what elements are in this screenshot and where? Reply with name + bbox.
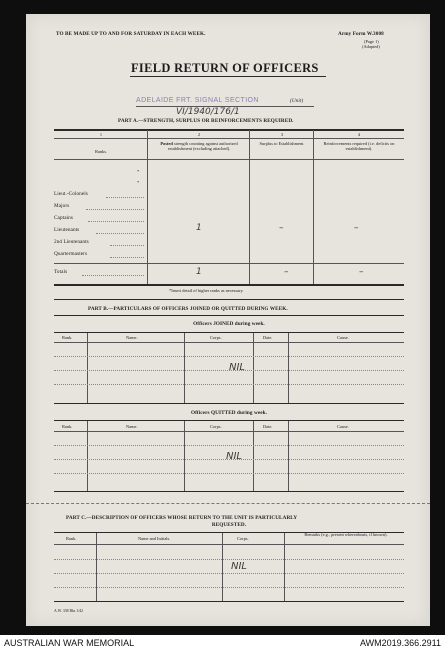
part-a-footnote: *Insert detail of higher ranks as necessary.: [169, 288, 244, 293]
joined-header-rule: [54, 342, 404, 343]
joined-col-name: Name.: [126, 335, 138, 340]
col-number-2: 2: [197, 132, 201, 137]
col-header-ranks: Ranks.: [94, 149, 108, 154]
quitted-col-corps: Corps.: [210, 424, 222, 429]
joined-col-corps: Corps.: [210, 335, 222, 340]
quitted-title: Officers QUITTED during week.: [190, 410, 268, 416]
totals-rule: [54, 263, 404, 264]
footer-accession-number: AWM2019.366.2911: [359, 638, 441, 648]
part-c-heading-line2: REQUESTED.: [211, 522, 247, 528]
quitted-col-name: Name.: [126, 424, 138, 429]
part-c-col-corps: Corps.: [237, 536, 249, 541]
lieutenants-surplus: –: [279, 223, 284, 233]
part-c-row-rule: [54, 573, 404, 574]
print-code: A.W. 338 Bks 1/42: [54, 609, 84, 613]
unit-label: (Unit): [290, 98, 304, 104]
dot-leader: [88, 221, 144, 222]
rank-lieutenants: Lieutenants: [54, 227, 80, 233]
quitted-col-sep: [87, 421, 88, 491]
joined-row-rule: [54, 384, 404, 385]
joined-col-sep: [253, 333, 254, 403]
part-a-top-rule: [54, 129, 404, 131]
part-c-row-rule: [54, 587, 404, 588]
dot-leader: [110, 257, 144, 258]
rank-majors: Majors: [54, 203, 70, 209]
joined-col-cause: Cause.: [337, 335, 349, 340]
col-number-rule: [54, 138, 404, 139]
handwritten-date: VI/1940/176/1: [176, 107, 240, 117]
dot-leader: [82, 275, 144, 276]
joined-col-rank: Rank.: [62, 335, 73, 340]
title-underline: [130, 76, 326, 77]
quitted-col-date: Date.: [263, 424, 273, 429]
part-c-heading-line1: PART C.—DESCRIPTION OF OFFICERS WHOSE RETURN TO THE UNIT IS PARTICULARLY: [66, 515, 298, 521]
col-number-3: 3: [280, 132, 284, 137]
quitted-nil: NIL: [226, 451, 243, 462]
part-b-heading: PART B.—PARTICULARS OF OFFICERS JOINED OR QUITTED DURING WEEK.: [88, 306, 288, 312]
joined-col-sep: [184, 333, 185, 403]
part-c-col-sep: [284, 533, 285, 601]
col-header-rule: [54, 159, 404, 160]
part-a-bottom-rule: [54, 284, 404, 286]
joined-nil: NIL: [229, 362, 246, 373]
quitted-col-rank: Rank.: [62, 424, 73, 429]
col-number-1: 1: [99, 132, 103, 137]
totals-posted: 1: [196, 267, 202, 277]
lieutenants-posted: 1: [196, 223, 202, 233]
part-c-col-name: Name and Initials.: [138, 536, 171, 541]
part-c-bottom-rule: [54, 601, 404, 602]
joined-title-rule: [54, 332, 404, 333]
form-instruction: TO BE MADE UP TO AND FOR SATURDAY IN EACH WEEK.: [56, 31, 206, 37]
col-header-surplus: Surplus to Establishment.: [259, 141, 305, 146]
part-a-heading: PART A.—STRENGTH, SURPLUS OR REINFORCEMENTS REQUIRED.: [118, 118, 294, 124]
rank-2nd-lieutenants: 2nd Lieutenants: [54, 239, 89, 245]
quitted-col-sep: [253, 421, 254, 491]
joined-col-sep: [288, 333, 289, 403]
col-number-4: 4: [357, 132, 361, 137]
part-c-col-rank: Rank.: [66, 536, 77, 541]
part-b-top-rule: [54, 299, 404, 300]
part-b-heading-rule: [54, 315, 404, 316]
form-name: Army Form W.3008: [338, 31, 384, 37]
dot-leader: [110, 245, 144, 246]
quitted-row-rule: [54, 473, 404, 474]
col-header-reinforcements: Reinforcements required (i.e. deficits on establishment).: [323, 141, 395, 152]
quitted-col-sep: [288, 421, 289, 491]
quitted-col-cause: Cause.: [337, 424, 349, 429]
quitted-header-rule: [54, 431, 404, 432]
part-c-header-rule: [54, 544, 404, 545]
dot-leader: [86, 209, 144, 210]
rank-lieut-colonels: Lieut.-Colonels: [54, 191, 88, 197]
totals-surplus: –: [284, 267, 289, 277]
quitted-bottom-rule: [54, 491, 404, 492]
asterisk-1: *: [137, 169, 140, 174]
part-a-col-sep-2: [249, 130, 250, 284]
lieutenants-reinforcements: –: [354, 223, 359, 233]
totals-reinforcements: –: [359, 267, 364, 277]
joined-bottom-rule: [54, 403, 404, 404]
form-title: FIELD RETURN OF OFFICERS: [131, 61, 319, 75]
quitted-title-rule: [54, 420, 404, 421]
part-a-col-sep-3: [313, 130, 314, 284]
joined-col-sep: [87, 333, 88, 403]
joined-title: Officers JOINED during week.: [193, 321, 265, 327]
footer-institution: AUSTRALIAN WAR MEMORIAL: [4, 638, 135, 648]
joined-row-rule: [54, 356, 404, 357]
part-c-nil: NIL: [231, 561, 248, 572]
perforation-line: [26, 503, 430, 504]
rank-quartermasters: Quartermasters: [54, 251, 88, 257]
part-c-col-remarks: Remarks (e.g., present whereabouts, if known).: [304, 532, 388, 537]
quitted-col-sep: [184, 421, 185, 491]
joined-col-date: Date.: [263, 335, 273, 340]
rank-captains: Captains: [54, 215, 73, 221]
col-header-posted-rest: strength counting against authorized establishment (excluding attached).: [167, 141, 238, 152]
form-page: (Page 1): [364, 39, 379, 44]
asterisk-2: *: [137, 180, 140, 185]
col-header-posted: [150, 141, 248, 151]
dot-leader: [96, 233, 144, 234]
dot-leader: [106, 197, 144, 198]
totals-label: Totals: [54, 269, 68, 275]
quitted-row-rule: [54, 445, 404, 446]
col-header-posted-bold: Posted: [160, 141, 173, 146]
unit-stamp: ADELAIDE FRT. SIGNAL SECTION: [136, 97, 259, 104]
form-adapted: (Adapted): [362, 44, 380, 49]
part-c-row-rule: [54, 559, 404, 560]
part-c-col-sep: [96, 533, 97, 601]
part-c-col-sep: [222, 533, 223, 601]
form-sheet: [26, 14, 430, 626]
